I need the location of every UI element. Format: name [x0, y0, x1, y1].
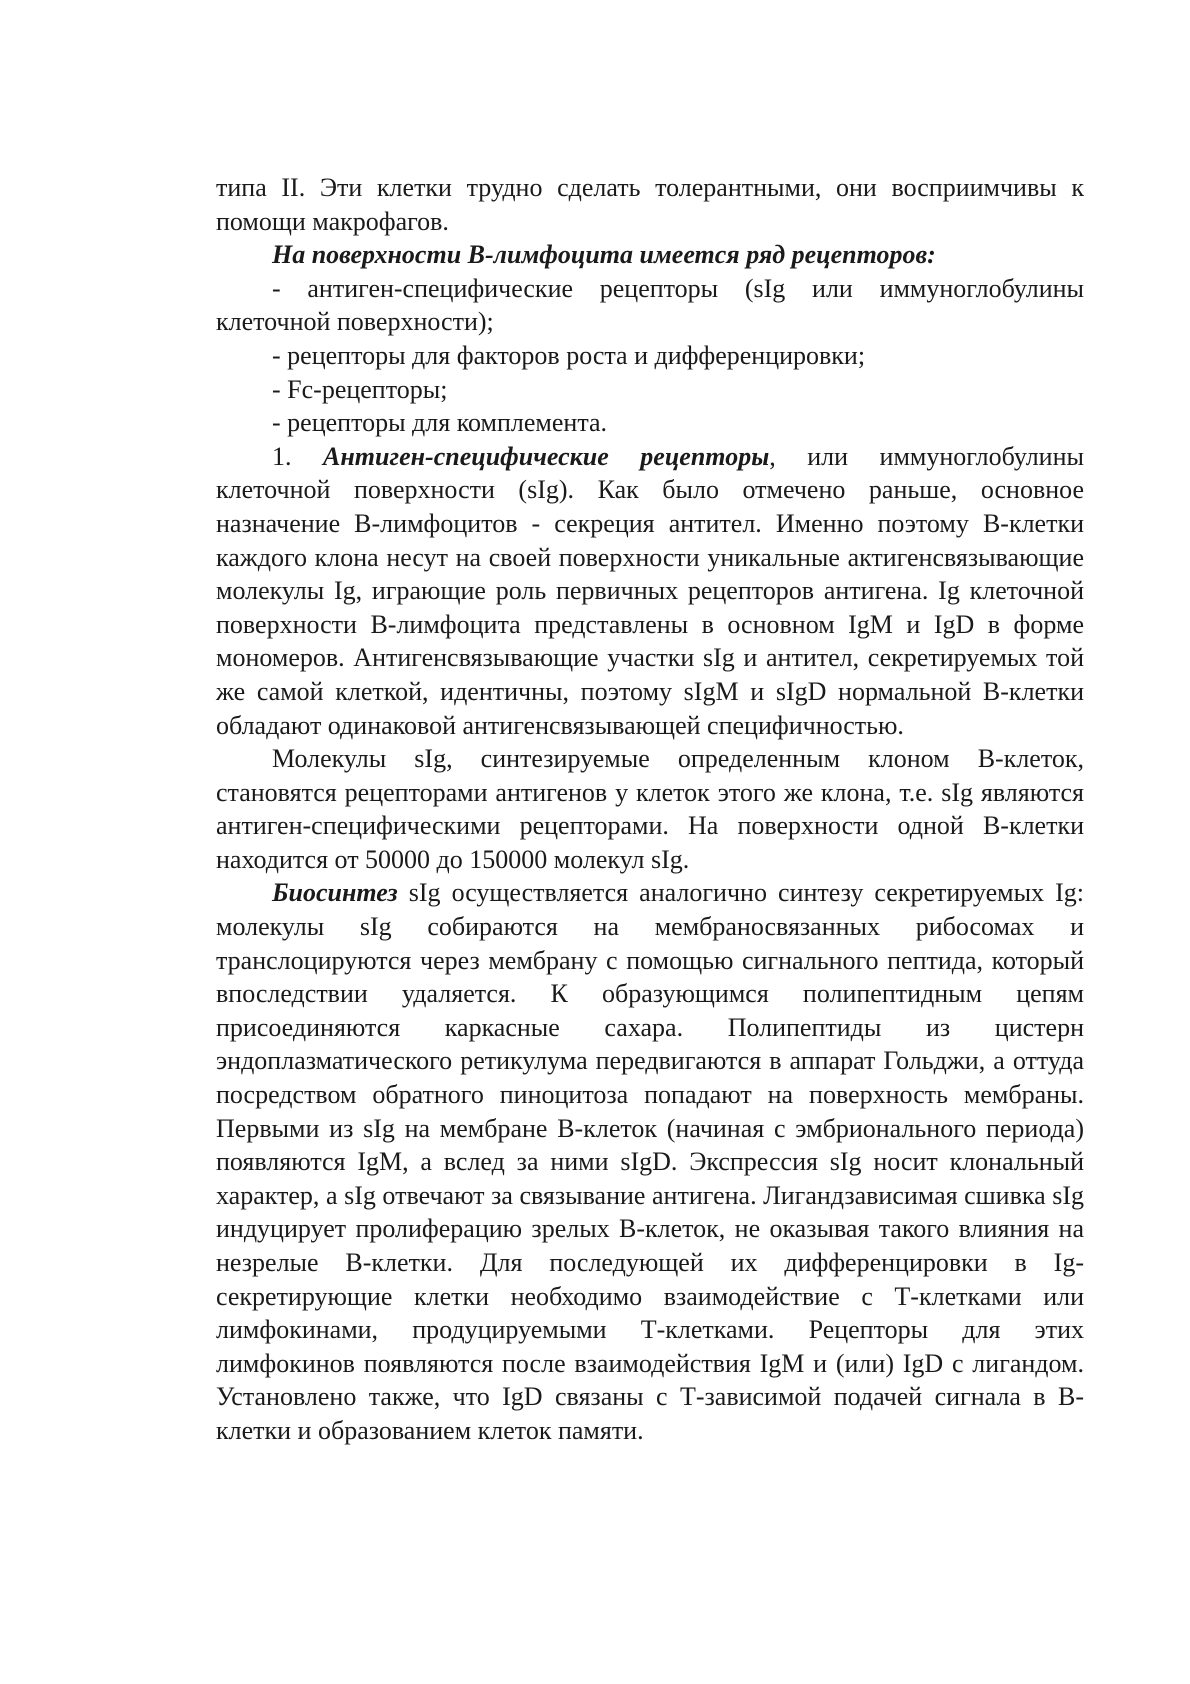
section-1-paragraph — [216, 440, 1084, 742]
receptors-heading: На поверхности В-лимфоцита имеется ряд рецепторов: — [272, 240, 936, 270]
receptor-list-item: - антиген-специфические рецепторы (sIg или иммуноглобулины клеточной поверхности); — [216, 273, 1084, 337]
biosynthesis-paragraph — [216, 876, 1084, 1447]
molecules-paragraph: Молекулы sIg, синтезируемые определенным клоном В-клеток, становятся рецепторами антигенов у клеток этого же клона, т.е. sIg являются антиген-специфическими рецепторами. На поверхности одной В-клетки находится от 50000 до 150000 молекул sIg. — [216, 744, 1084, 874]
receptor-list-item: - рецепторы для комплемента. — [272, 408, 608, 438]
biosynthesis-term: Биосинтез — [272, 878, 398, 908]
document-page — [216, 171, 1084, 1448]
biosynthesis-text: sIg осуществляется аналогично синтезу секретируемых Ig: молекулы sIg собираются на мембраносвязанных рибосомах и транслоцируются через мембрану с помощью сигнального пептида, который впоследствии удаляется. К образующимся полипептидным цепям присоединяются каркасные сахара. Полипептиды из цистерн эндоплазматического ретикулума передвигаются в аппарат Гольджи, а оттуда посредством обратного пиноцитоза попадают на поверхность мембраны. Первыми из sIg на мембране В-клеток (начиная с эмбрионального периода) появляются IgM, а вслед за ними sIgD. Экспрессия sIg носит клональный характер, а sIg отвечают за связывание антигена. Лигандзависимая сшивка sIg индуцирует пролиферацию зрелых В-клеток, не оказывая такого влияния на незрелые В-клетки. Для последующей их дифференцировки в Ig-секретирующие клетки необходимо взаимодействие с Т-клетками или лимфокинами, продуцируемыми Т-клетками. Рецепторы для этих лимфокинов появляются после взаимодействия IgM и (или) IgD с лигандом. Установлено также, что IgD связаны с Т-зависимой подачей сигнала в В-клетки и образованием клеток памяти. — [216, 878, 1084, 1445]
section-number: 1. — [272, 441, 292, 471]
section-term: Антиген-специфические рецепторы — [323, 441, 770, 471]
receptor-list-item: - Fc-рецепторы; — [272, 374, 448, 404]
receptor-list-item: - рецепторы для факторов роста и дифференцировки; — [272, 340, 866, 370]
continuation-paragraph: типа II. Эти клетки трудно сделать толерантными, они восприимчивы к помощи макрофагов. — [216, 173, 1084, 236]
section-text: , или иммуноглобулины клеточной поверхности (sIg). Как было отмечено раньше, основное назначение В-лимфоцитов - секреция антител. Именно поэтому В-клетки каждого клона несут на своей поверхности уникальные актигенсвязывающие молекулы Ig, играющие роль первичных рецепторов антигена. Ig клеточной поверхности В-лимфоцита представлены в основном IgM и IgD в форме мономеров. Антигенсвязывающие участки sIg и антител, секретируемых той же самой клеткой, идентичны, поэтому sIgM и sIgD нормальной В-клетки обладают одинаковой антигенсвязывающей специфичностью. — [216, 441, 1084, 740]
